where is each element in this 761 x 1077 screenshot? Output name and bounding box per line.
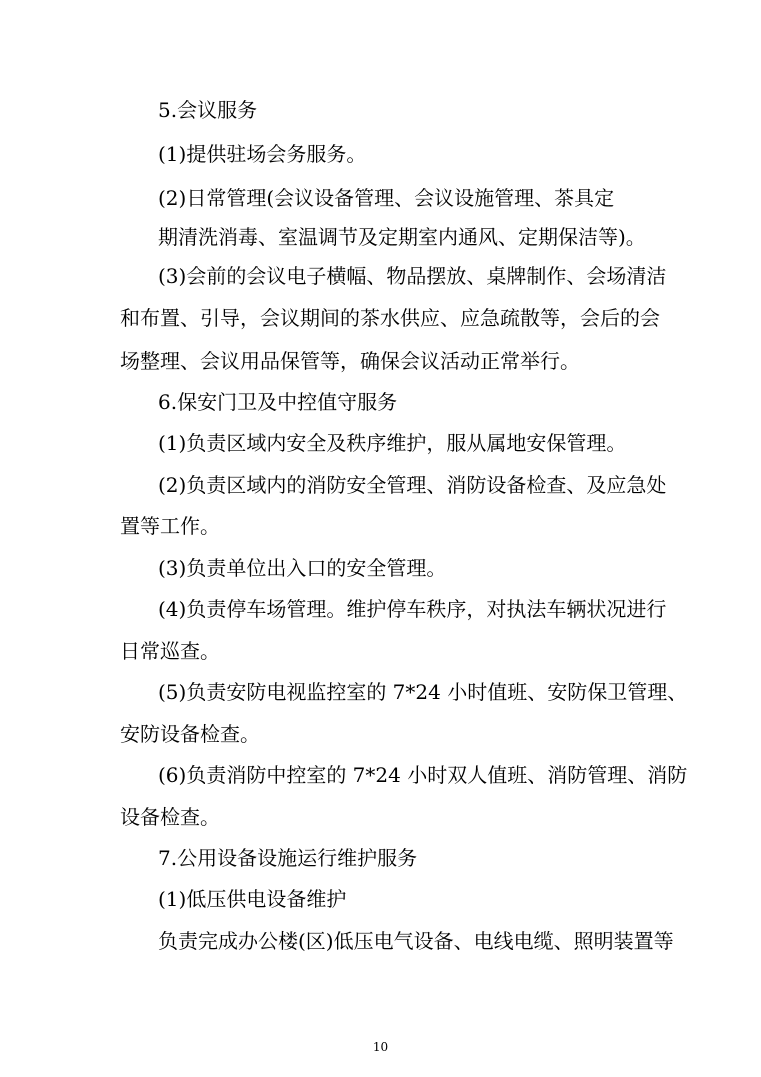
- paragraph-line: 负责完成办公楼(区)低压电气设备、电线电缆、照明装置等: [158, 929, 674, 953]
- page-number: 10: [372, 1040, 389, 1054]
- paragraph-line: 置等工作。: [120, 514, 220, 538]
- paragraph-line: (6)负责消防中控室的 7*24 小时双人值班、消防管理、消防: [158, 763, 688, 787]
- paragraph-line: 日常巡查。: [120, 639, 220, 663]
- paragraph-line: (2)日常管理(会议设备管理、会议设施管理、茶具定: [158, 186, 615, 210]
- paragraph-line: 和布置、引导，会议期间的茶水供应、应急疏散等，会后的会: [120, 306, 660, 330]
- paragraph-line: 场整理、会议用品保管等，确保会议活动正常举行。: [120, 349, 580, 373]
- section-heading-meeting-service: 5.会议服务: [158, 98, 258, 122]
- paragraph-line: (1)低压供电设备维护: [158, 887, 347, 911]
- section-heading-security-service: 6.保安门卫及中控值守服务: [158, 390, 398, 414]
- paragraph-line: (3)会前的会议电子横幅、物品摆放、桌牌制作、会场清洁: [158, 264, 667, 288]
- paragraph-line: (2)负责区域内的消防安全管理、消防设备检查、及应急处: [158, 473, 667, 497]
- paragraph-line: 安防设备检查。: [120, 722, 260, 746]
- paragraph-line: (1)提供驻场会务服务。: [158, 142, 367, 166]
- paragraph-line: (1)负责区域内安全及秩序维护，服从属地安保管理。: [158, 431, 627, 455]
- paragraph-line: 期清洗消毒、室温调节及定期室内通风、定期保洁等)。: [158, 225, 646, 249]
- paragraph-line: 设备检查。: [120, 805, 220, 829]
- paragraph-line: (3)负责单位出入口的安全管理。: [158, 556, 447, 580]
- paragraph-line: (4)负责停车场管理。维护停车秩序，对执法车辆状况进行: [158, 597, 667, 621]
- paragraph-line: (5)负责安防电视监控室的 7*24 小时值班、安防保卫管理、: [158, 680, 688, 704]
- section-heading-facility-maintenance: 7.公用设备设施运行维护服务: [158, 846, 418, 870]
